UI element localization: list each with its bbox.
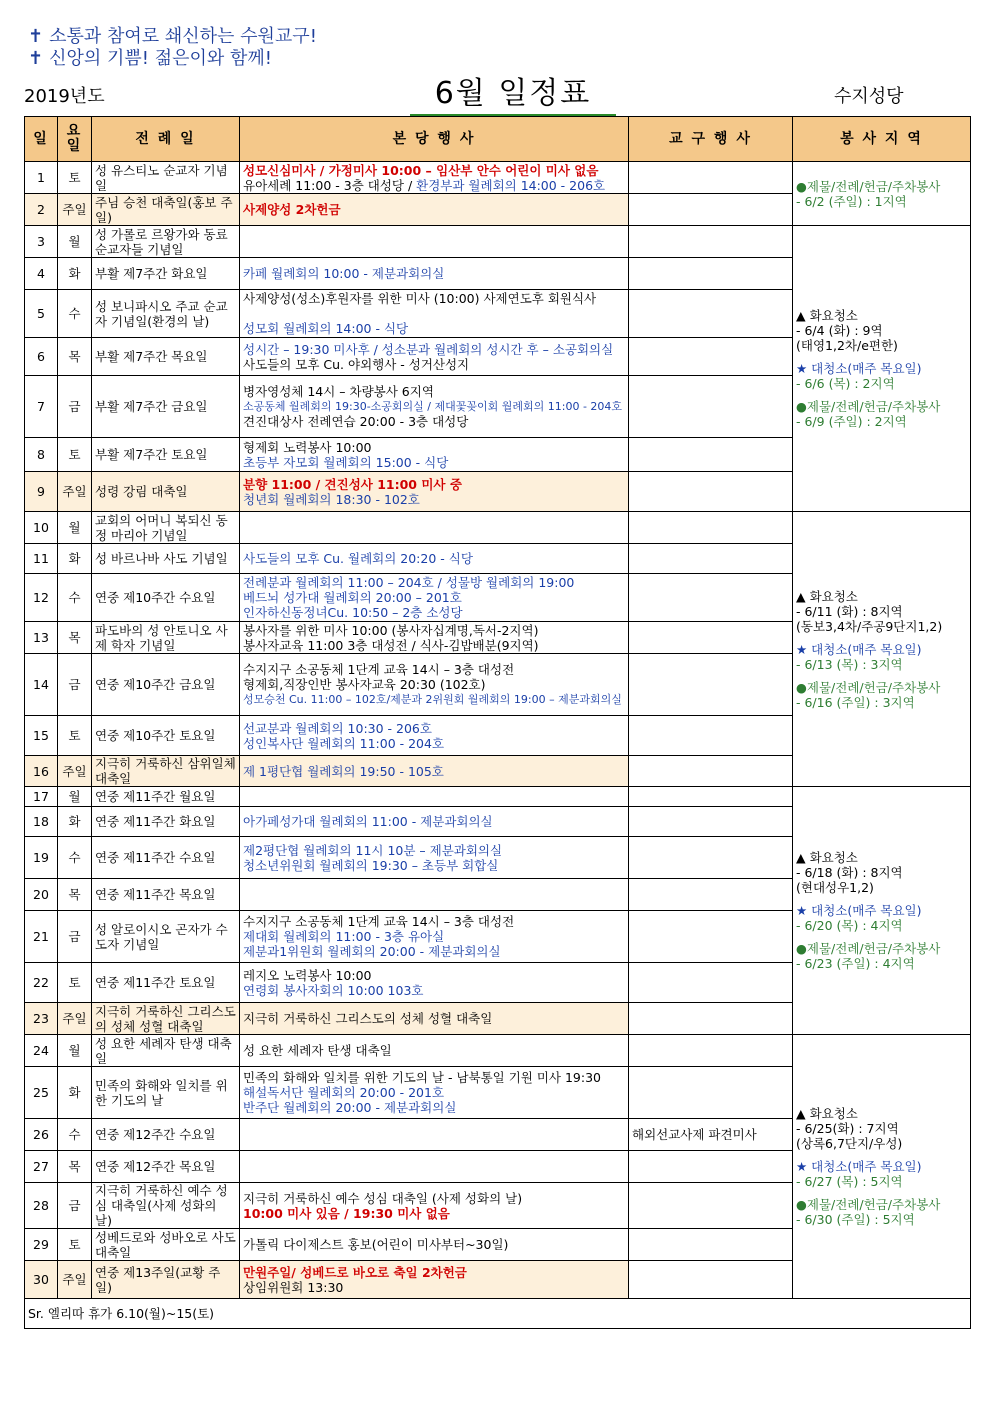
liturgical-day: 성령 강림 대축일	[92, 472, 240, 512]
day-number: 14	[25, 654, 58, 716]
slogan-line-1: ✝ 소통과 참여로 쇄신하는 수원교구!	[28, 26, 317, 47]
liturgical-day: 연중 제12주간 목요일	[92, 1151, 240, 1183]
diocese-events	[629, 1183, 793, 1229]
diocese-events	[629, 1067, 793, 1119]
parish-event-line: 전례분과 월례회의 11:00 – 204호 / 성물방 월례회의 19:00	[243, 575, 575, 590]
day-number: 1	[25, 162, 58, 194]
volunteer-line: - 6/30 (주일) : 5지역	[796, 1212, 915, 1227]
day-number: 19	[25, 837, 58, 879]
diocese-events	[629, 290, 793, 338]
parish-event-line: 형제회,직장인반 봉사자교육 20:30 (102호)	[243, 677, 486, 692]
weekday: 주일	[58, 756, 92, 787]
diocese-events	[629, 162, 793, 194]
parish-event-line: 소공동체 월례회의 19:30-소공회의실 / 제대꽃꽂이회 월례회의 11:00 - 204호	[243, 400, 623, 413]
col-header-liturgy: 전 례 일	[92, 117, 240, 162]
diocese-events	[629, 194, 793, 226]
liturgical-day: 부활 제7주간 목요일	[92, 338, 240, 376]
parish-events	[240, 1119, 629, 1151]
parish-event-line: 분향 11:00 / 견진성사 11:00 미사 중	[243, 476, 462, 492]
volunteer-line: ●제물/전례/헌금/주차봉사	[796, 1197, 941, 1212]
volunteer-line	[796, 353, 967, 361]
diocese-events	[629, 911, 793, 963]
liturgical-day: 성 알로이시오 곤자가 수도자 기념일	[92, 911, 240, 963]
day-number: 2	[25, 194, 58, 226]
table-row	[25, 787, 971, 807]
liturgical-day: 연중 제10주간 수요일	[92, 574, 240, 622]
parish-event-line: 봉사자교육 11:00 3층 대성전 / 식사-김밥배분(9지역)	[243, 637, 539, 653]
volunteer-line: - 6/6 (목) : 2지역	[796, 376, 895, 391]
day-number: 5	[25, 290, 58, 338]
liturgical-day: 연중 제12주간 수요일	[92, 1119, 240, 1151]
parish-events	[240, 472, 629, 512]
table-row	[25, 512, 971, 544]
parish-event-line: 초등부 자모회 월례회의 15:00 - 식당	[243, 454, 449, 470]
parish-events	[240, 622, 629, 654]
day-number: 22	[25, 963, 58, 1003]
volunteer-line: - 6/16 (주일) : 3지역	[796, 694, 915, 710]
volunteer-line: (상록6,7단지/우성)	[796, 1136, 903, 1151]
liturgical-day: 지극히 거룩하신 그리스도의 성체 성혈 대축일	[92, 1003, 240, 1035]
parish-event-line: 지극히 거룩하신 그리스도의 성체 성혈 대축일	[243, 1011, 493, 1026]
col-header-volunteer-area: 봉 사 지 역	[793, 117, 971, 162]
table-row	[25, 162, 971, 194]
parish-event-line	[243, 306, 625, 321]
diocese-events	[629, 1035, 793, 1067]
diocese-events	[629, 338, 793, 376]
day-number: 29	[25, 1229, 58, 1261]
volunteer-line: ★ 대청소(매주 목요일)	[796, 641, 922, 657]
weekday: 금	[58, 654, 92, 716]
diocese-events	[629, 376, 793, 438]
volunteer-line: ▲ 화요청소	[796, 308, 858, 323]
weekday: 수	[58, 837, 92, 879]
parish-events	[240, 756, 629, 787]
parish-events	[240, 1151, 629, 1183]
schedule-table	[24, 116, 971, 1329]
volunteer-line: ●제물/전례/헌금/주차봉사	[796, 399, 941, 414]
parish-event-line: 사제양성 2차헌금	[243, 202, 341, 217]
parish-event-line: 반주단 월례회의 20:00 - 제분과회의실	[243, 1100, 457, 1115]
weekday: 토	[58, 438, 92, 472]
liturgical-day: 부활 제7주간 토요일	[92, 438, 240, 472]
weekday: 목	[58, 879, 92, 911]
parish-events	[240, 716, 629, 756]
liturgical-day: 파도바의 성 안토니오 사제 학자 기념일	[92, 622, 240, 654]
volunteer-line: - 6/2 (주일) : 1지역	[796, 193, 907, 209]
weekday: 목	[58, 622, 92, 654]
liturgical-day: 성 유스티노 순교자 기념일	[92, 162, 240, 194]
volunteer-line: - 6/27 (목) : 5지역	[796, 1174, 903, 1189]
liturgical-day: 연중 제11주간 토요일	[92, 963, 240, 1003]
weekday: 수	[58, 290, 92, 338]
weekday: 금	[58, 376, 92, 438]
diocese-events	[629, 837, 793, 879]
weekday: 토	[58, 963, 92, 1003]
volunteer-area-cell	[793, 787, 971, 1035]
volunteer-line: - 6/4 (화) : 9역	[796, 323, 883, 338]
weekday: 화	[58, 544, 92, 574]
volunteer-area-cell	[793, 1035, 971, 1299]
liturgical-day: 부활 제7주간 금요일	[92, 376, 240, 438]
parish-name: 수지성당	[834, 86, 904, 107]
cross-icon: ✝	[28, 48, 44, 69]
volunteer-line	[796, 895, 967, 903]
parish-events	[240, 258, 629, 290]
liturgical-day: 성 요한 세례자 탄생 대축일	[92, 1035, 240, 1067]
weekday: 주일	[58, 194, 92, 226]
parish-event-line: 견진대상사 전례연습 20:00 - 3층 대성당	[243, 414, 469, 429]
diocese-events	[629, 622, 793, 654]
diocese-events	[629, 879, 793, 911]
volunteer-line: - 6/11 (화) : 8지역	[796, 603, 903, 619]
parish-event-line: 가톨릭 다이제스트 홍보(어린이 미사부터~30일)	[243, 1237, 509, 1252]
diocese-events: 해외선교사제 파견미사	[629, 1119, 793, 1151]
diocese-events	[629, 654, 793, 716]
day-number: 23	[25, 1003, 58, 1035]
parish-events	[240, 837, 629, 879]
liturgical-day: 성 바르나바 사도 기념일	[92, 544, 240, 574]
day-number: 12	[25, 574, 58, 622]
volunteer-line	[796, 933, 967, 941]
day-number: 15	[25, 716, 58, 756]
slogan-line-2: ✝ 신앙의 기쁨! 젊은이와 함께!	[28, 48, 272, 69]
parish-event-line: 베드뇌 성가대 월례회의 20:00 – 201호	[243, 590, 462, 605]
weekday: 토	[58, 162, 92, 194]
volunteer-area-cell	[793, 162, 971, 226]
footer-row	[25, 1299, 971, 1329]
page-title: 6월 일정표	[410, 68, 616, 116]
parish-events	[240, 338, 629, 376]
day-number: 7	[25, 376, 58, 438]
day-number: 20	[25, 879, 58, 911]
parish-event-line: 봉사자를 위한 미사 10:00 (봉사자십계명,독서-2지역)	[243, 622, 539, 638]
volunteer-area-cell	[793, 226, 971, 512]
weekday: 토	[58, 716, 92, 756]
liturgical-day: 교회의 어머니 복되신 동정 마리아 기념일	[92, 512, 240, 544]
volunteer-line: (현대성우1,2)	[796, 880, 874, 895]
liturgical-day: 성 가롤로 르왕가와 동료 순교자들 기념일	[92, 226, 240, 258]
volunteer-line: (동보3,4차/주공9단지1,2)	[796, 618, 943, 634]
parish-event-line: 청소년위원회 월례회의 19:30 – 초등부 회합실	[243, 857, 499, 873]
parish-events	[240, 512, 629, 544]
day-number: 30	[25, 1261, 58, 1299]
parish-event-line: 유아세례 11:00 - 3층 대성당 / 환경부과 월례회의 14:00 - 206호	[243, 177, 606, 193]
weekday: 화	[58, 258, 92, 290]
parish-events	[240, 963, 629, 1003]
footer-note: Sr. 엘리따 휴가 6.10(월)~15(토)	[25, 1299, 971, 1329]
volunteer-line: - 6/18 (화) : 8지역	[796, 865, 903, 880]
col-header-diocese-events: 교 구 행 사	[629, 117, 793, 162]
diocese-events	[629, 1261, 793, 1299]
parish-events	[240, 807, 629, 837]
volunteer-line: - 6/25(화) : 7지역	[796, 1121, 899, 1136]
weekday: 목	[58, 338, 92, 376]
volunteer-line	[796, 1151, 967, 1159]
parish-event-line: 아가페성가대 월례회의 11:00 - 제분과회의실	[243, 814, 493, 829]
year-label: 2019년도	[24, 86, 105, 107]
liturgical-day: 민족의 화해와 일치를 위한 기도의 날	[92, 1067, 240, 1119]
parish-events	[240, 1183, 629, 1229]
day-number: 6	[25, 338, 58, 376]
parish-events	[240, 1229, 629, 1261]
parish-event-line: 선교분과 월례회의 10:30 - 206호	[243, 720, 432, 736]
weekday: 주일	[58, 1003, 92, 1035]
liturgical-day: 연중 제13주일(교황 주일)	[92, 1261, 240, 1299]
parish-event-line: 상임위원회 13:30	[243, 1279, 344, 1295]
parish-event-line: 성시간 – 19:30 미사후 / 성소분과 월례회의 성시간 후 – 소공회의실	[243, 341, 614, 357]
parish-events	[240, 879, 629, 911]
weekday: 화	[58, 1067, 92, 1119]
parish-event-line: 수지지구 소공동체 1단계 교육 14시 – 3층 대성전	[243, 662, 515, 677]
parish-event-line: 성모신심미사 / 가정미사 10:00 – 임산부 안수 어린이 미사 없음	[243, 162, 599, 178]
liturgical-day: 연중 제11주간 화요일	[92, 807, 240, 837]
parish-events	[240, 162, 629, 194]
parish-event-line: 성 요한 세례자 탄생 대축일	[243, 1043, 392, 1058]
parish-events	[240, 226, 629, 258]
diocese-events	[629, 1229, 793, 1261]
table-row	[25, 226, 971, 258]
parish-event-line: 성모회 월례회의 14:00 - 식당	[243, 321, 409, 336]
diocese-events	[629, 807, 793, 837]
volunteer-line: ●제물/전례/헌금/주차봉사	[796, 941, 941, 956]
diocese-events	[629, 716, 793, 756]
day-number: 17	[25, 787, 58, 807]
volunteer-line: - 6/23 (주일) : 4지역	[796, 956, 915, 971]
parish-events	[240, 654, 629, 716]
volunteer-line: ▲ 화요청소	[796, 850, 858, 865]
weekday: 화	[58, 807, 92, 837]
parish-event-line: 수지지구 소공동체 1단계 교육 14시 – 3층 대성전	[243, 914, 515, 929]
weekday: 월	[58, 787, 92, 807]
parish-event-line: 제 1평단협 월례회의 19:50 - 105호	[243, 763, 444, 779]
weekday: 수	[58, 1119, 92, 1151]
cross-icon: ✝	[28, 26, 44, 47]
volunteer-line	[796, 391, 967, 399]
day-number: 8	[25, 438, 58, 472]
liturgical-day: 연중 제10주간 금요일	[92, 654, 240, 716]
weekday: 주일	[58, 1261, 92, 1299]
parish-event-line: 사제양성(성소)후원자를 위한 미사 (10:00) 사제연도후 회원식사	[243, 291, 597, 306]
day-number: 3	[25, 226, 58, 258]
parish-event-line: 지극히 거룩하신 예수 성심 대축일 (사제 성화의 날)	[243, 1190, 523, 1206]
parish-event-line: 민족의 화해와 일치를 위한 기도의 날 - 남북통일 기원 미사 19:30	[243, 1070, 601, 1085]
liturgical-day: 지극히 거룩하신 삼위일체 대축일	[92, 756, 240, 787]
diocese-events	[629, 544, 793, 574]
day-number: 25	[25, 1067, 58, 1119]
parish-event-line: 병자영성체 14시 – 차량봉사 6지역	[243, 384, 434, 399]
liturgical-day: 연중 제11주간 월요일	[92, 787, 240, 807]
parish-events	[240, 290, 629, 338]
weekday: 목	[58, 1151, 92, 1183]
parish-events	[240, 544, 629, 574]
liturgical-day: 부활 제7주간 화요일	[92, 258, 240, 290]
weekday: 금	[58, 911, 92, 963]
page-header	[24, 24, 970, 124]
parish-event-line: 카페 월례회의 10:00 - 제분과회의실	[243, 266, 445, 281]
diocese-events	[629, 756, 793, 787]
volunteer-line: - 6/20 (목) : 4지역	[796, 918, 903, 933]
parish-event-line: 만원주일/ 성베드로 바오로 축일 2차헌금	[243, 1264, 467, 1280]
parish-event-line: 제분과1위원회 월례회의 20:00 - 제분과회의실	[243, 944, 501, 959]
day-number: 24	[25, 1035, 58, 1067]
volunteer-area-cell	[793, 512, 971, 787]
parish-event-line: 성모승천 Cu. 11:00 – 102호/제분과 2위원회 월례회의 19:00 – 제분과회의실	[243, 693, 622, 706]
volunteer-line: ●제물/전례/헌금/주차봉사	[796, 679, 941, 695]
day-number: 4	[25, 258, 58, 290]
parish-events	[240, 1035, 629, 1067]
diocese-events	[629, 574, 793, 622]
day-number: 13	[25, 622, 58, 654]
parish-events	[240, 376, 629, 438]
parish-event-line: 10:00 미사 있음 / 19:30 미사 없음	[243, 1205, 450, 1221]
parish-event-line: 제대회 월례회의 11:00 - 3층 유아실	[243, 929, 445, 944]
diocese-events	[629, 512, 793, 544]
weekday: 금	[58, 1183, 92, 1229]
liturgical-day: 연중 제11주간 수요일	[92, 837, 240, 879]
table-header-row	[25, 117, 971, 162]
volunteer-line: ★ 대청소(매주 목요일)	[796, 361, 922, 376]
parish-event-line: 청년회 월례회의 18:30 - 102호	[243, 491, 420, 507]
day-number: 21	[25, 911, 58, 963]
volunteer-line: (태영1,2차/e편한)	[796, 338, 898, 353]
col-header-parish-events: 본 당 행 사	[240, 117, 629, 162]
day-number: 26	[25, 1119, 58, 1151]
diocese-events	[629, 258, 793, 290]
liturgical-day: 지극히 거룩하신 예수 성심 대축일(사제 성화의 날)	[92, 1183, 240, 1229]
parish-event-line: 사도들의 모후 Cu. 야외행사 - 성거산성지	[243, 356, 470, 372]
parish-events	[240, 1003, 629, 1035]
parish-event-line: 레지오 노력봉사 10:00	[243, 967, 372, 983]
table-row	[25, 1035, 971, 1067]
parish-event-line: 제2평단협 월례회의 11시 10분 – 제분과회의실	[243, 842, 503, 858]
weekday: 월	[58, 1035, 92, 1067]
day-number: 18	[25, 807, 58, 837]
day-number: 9	[25, 472, 58, 512]
day-number: 28	[25, 1183, 58, 1229]
volunteer-line: ▲ 화요청소	[796, 588, 858, 604]
parish-event-line: 연령회 봉사자회의 10:00 103호	[243, 982, 424, 998]
day-number: 16	[25, 756, 58, 787]
liturgical-day: 연중 제10주간 토요일	[92, 716, 240, 756]
parish-events	[240, 1067, 629, 1119]
liturgical-day: 성 보니파시오 주교 순교자 기념일(환경의 날)	[92, 290, 240, 338]
volunteer-line: ★ 대청소(매주 목요일)	[796, 1159, 922, 1174]
weekday: 수	[58, 574, 92, 622]
weekday: 월	[58, 226, 92, 258]
parish-events	[240, 911, 629, 963]
liturgical-day: 주님 승천 대축일(홍보 주일)	[92, 194, 240, 226]
volunteer-line: ●제물/전례/헌금/주차봉사	[796, 178, 941, 194]
parish-event-line: 인자하신동정녀Cu. 10:50 – 2층 소성당	[243, 605, 463, 620]
parish-event-line: 사도들의 모후 Cu. 월례회의 20:20 - 식당	[243, 551, 473, 566]
parish-events	[240, 574, 629, 622]
parish-event-line: 해설독서단 월례회의 20:00 - 201호	[243, 1085, 445, 1100]
col-header-day: 일	[25, 117, 58, 162]
liturgical-day: 연중 제11주간 목요일	[92, 879, 240, 911]
diocese-events	[629, 963, 793, 1003]
diocese-events	[629, 1003, 793, 1035]
volunteer-line: - 6/13 (목) : 3지역	[796, 656, 903, 672]
volunteer-line: ▲ 화요청소	[796, 1106, 858, 1121]
parish-events	[240, 787, 629, 807]
volunteer-line: - 6/9 (주일) : 2지역	[796, 414, 907, 429]
liturgical-day: 성베드로와 성바오로 사도 대축일	[92, 1229, 240, 1261]
volunteer-line	[796, 672, 967, 680]
weekday: 주일	[58, 472, 92, 512]
parish-events	[240, 438, 629, 472]
day-number: 27	[25, 1151, 58, 1183]
parish-events	[240, 1261, 629, 1299]
weekday: 월	[58, 512, 92, 544]
parish-events	[240, 194, 629, 226]
parish-event-line: 형제회 노력봉사 10:00	[243, 439, 372, 455]
parish-event-line: 성인복사단 월례회의 11:00 - 204호	[243, 735, 445, 751]
diocese-events	[629, 1151, 793, 1183]
col-header-weekday: 요일	[58, 117, 92, 162]
volunteer-line: ★ 대청소(매주 목요일)	[796, 903, 922, 918]
day-number: 11	[25, 544, 58, 574]
diocese-events	[629, 472, 793, 512]
weekday: 토	[58, 1229, 92, 1261]
volunteer-line	[796, 634, 967, 642]
diocese-events	[629, 787, 793, 807]
day-number: 10	[25, 512, 58, 544]
diocese-events	[629, 226, 793, 258]
volunteer-line	[796, 1189, 967, 1197]
diocese-events	[629, 438, 793, 472]
